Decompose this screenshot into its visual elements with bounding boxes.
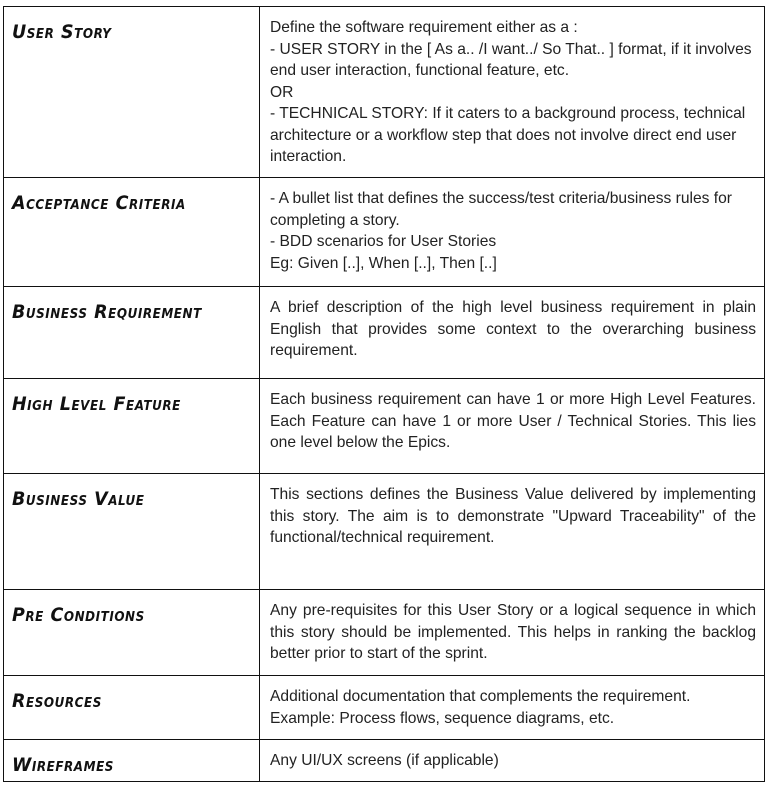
label-cell (4, 474, 260, 590)
row-description-high-level-feature: Each business requirement can have 1 or more High Level Features. Each Feature can have 1 or more User / Technical Stories. This lies one level below the Epics. (270, 391, 756, 451)
row-description-user-story (270, 17, 756, 168)
label-cell (4, 7, 260, 178)
label-cell (4, 676, 260, 740)
description-line: - BDD scenarios for User Stories (270, 233, 497, 250)
description-cell (260, 740, 765, 782)
description-line: Define the software requirement either as a : (270, 19, 578, 36)
label-cell (4, 740, 260, 782)
table-row-acceptance-criteria (4, 178, 765, 287)
description-cell (260, 676, 765, 740)
label-cell (4, 178, 260, 287)
row-label-wireframes: Wireframes (12, 754, 114, 776)
row-label-pre-conditions: Pre Conditions (12, 604, 145, 626)
description-cell (260, 590, 765, 676)
description-line: OR (270, 83, 294, 101)
description-line: - USER STORY in the [ As a.. /I want../ So That.. ] format, if it involves end user interaction, functional feature, etc. (270, 40, 752, 79)
row-description-wireframes: Any UI/UX screens (if applicable) (270, 752, 499, 769)
table-row-business-requirement (4, 287, 765, 379)
description-cell (260, 178, 765, 287)
label-cell (4, 379, 260, 474)
row-description-business-requirement: A brief description of the high level business requirement in plain English that provides some context to the overarching business requirement. (270, 299, 756, 359)
description-cell (260, 379, 765, 474)
row-description-pre-conditions: Any pre-requisites for this User Story or a logical sequence in which this story should be implemented. This helps in ranking the backlog better prior to start of the sprint. (270, 602, 756, 662)
description-cell (260, 7, 765, 178)
row-label-high-level-feature: High Level Feature (12, 393, 181, 415)
description-line: - A bullet list that defines the success/test criteria/business rules for completing a story. (270, 190, 732, 229)
table-row-resources (4, 676, 765, 740)
row-description-resources: Additional documentation that complements the requirement. Example: Process flows, sequence diagrams, etc. (270, 688, 691, 727)
description-line: Eg: Given [..], When [..], Then [..] (270, 254, 497, 272)
label-cell (4, 287, 260, 379)
description-line: - TECHNICAL STORY: If it caters to a background process, technical architecture or a workflow step that does not involve direct end user interaction. (270, 105, 746, 165)
table-row-pre-conditions (4, 590, 765, 676)
story-template-table (3, 6, 765, 782)
description-cell (260, 474, 765, 590)
table-row-user-story (4, 7, 765, 178)
label-cell (4, 590, 260, 676)
table-row-high-level-feature (4, 379, 765, 474)
table-row-wireframes (4, 740, 765, 782)
description-cell (260, 287, 765, 379)
row-label-resources: Resources (12, 690, 102, 712)
row-label-business-value: Business Value (12, 488, 145, 510)
row-label-acceptance-criteria: Acceptance Criteria (12, 192, 186, 214)
row-description-business-value: This sections defines the Business Value delivered by implementing this story. The aim is to demonstrate "Upward Traceability" of the functional/technical requirement. (270, 486, 756, 546)
row-description-acceptance-criteria (270, 188, 756, 274)
row-label-user-story: User Story (12, 21, 112, 43)
table-row-business-value (4, 474, 765, 590)
row-label-business-requirement: Business Requirement (12, 301, 202, 323)
